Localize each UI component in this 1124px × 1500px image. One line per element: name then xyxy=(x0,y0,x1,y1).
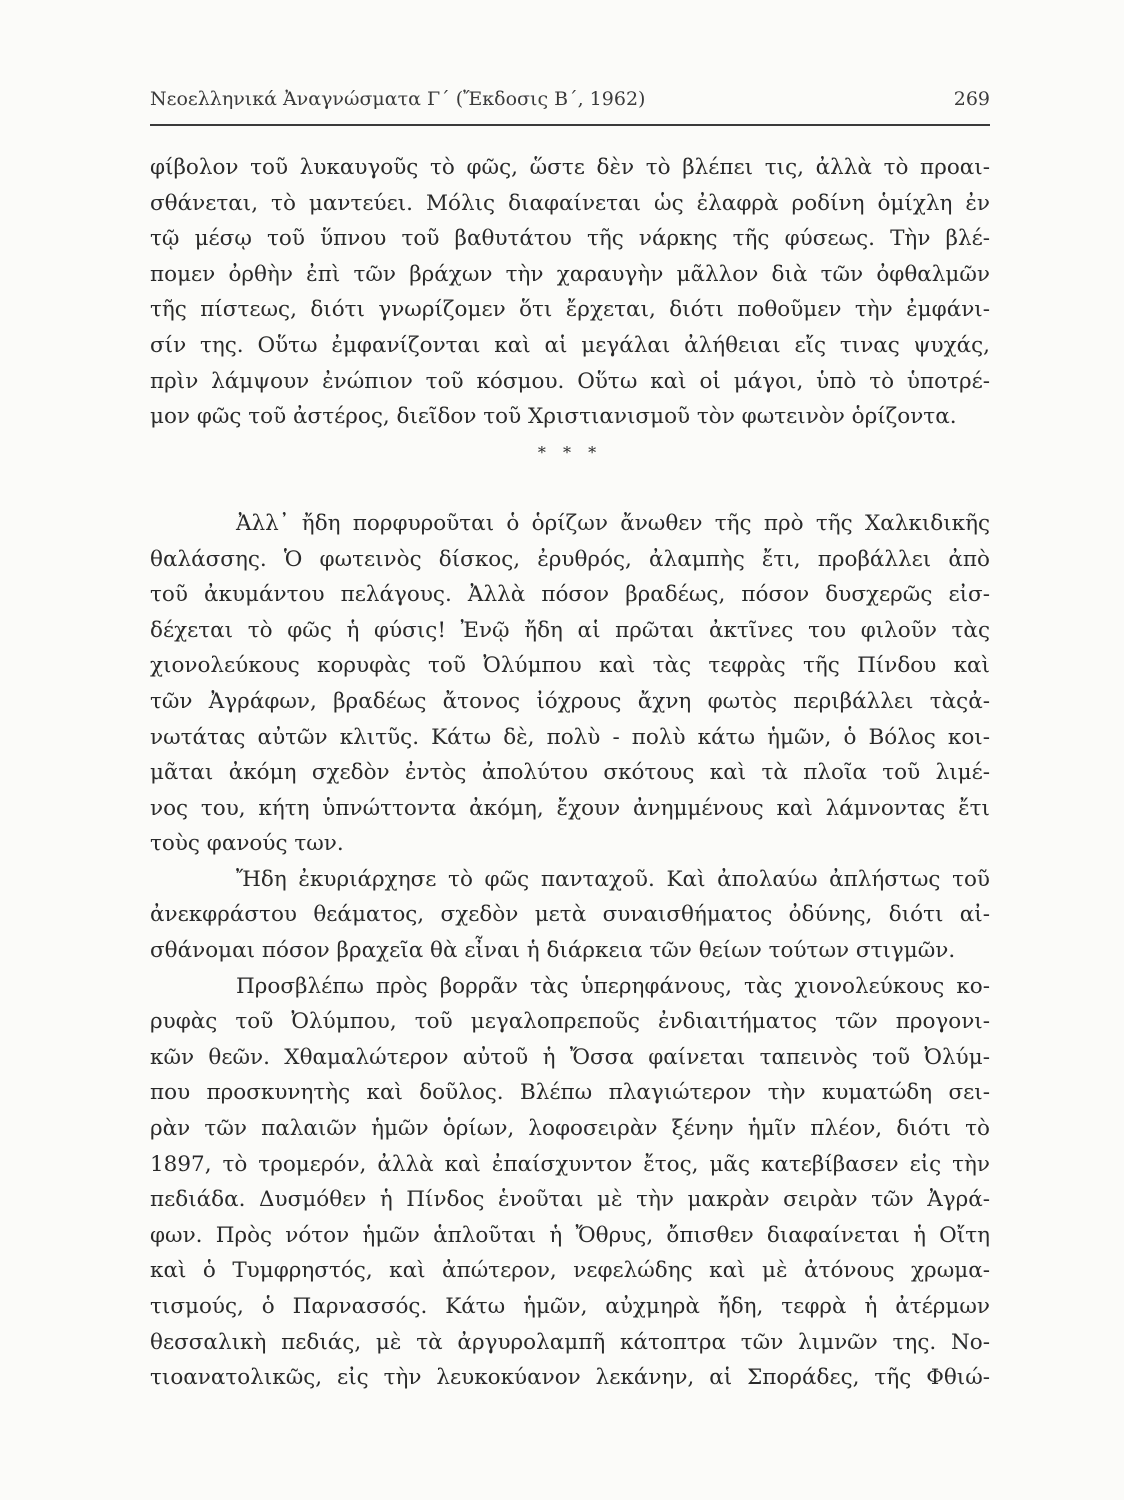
text-line: νος του, κήτη ὑπνώττοντα ἀκόμη, ἔχουν ἀνημμένους καὶ λάμνοντας ἔτι xyxy=(150,795,990,821)
text-line: πεδιάδα. Δυσμόθεν ἡ Πίνδος ἑνοῦται μὲ τὴν μακρὰν σειρὰν τῶν Ἀγρά- xyxy=(150,1187,990,1213)
text-line: σθάνεται, τὸ μαντεύει. Μόλις διαφαίνεται ὡς ἐλαφρὰ ροδίνη ὁμίχλη ἐν xyxy=(150,190,990,216)
text-line: πρὶν λάμψουν ἐνώπιον τοῦ κόσμου. Οὕτω καὶ οἱ μάγοι, ὑπὸ τὸ ὑποτρέ- xyxy=(150,368,990,394)
text-line: φων. Πρὸς νότον ἡμῶν ἁπλοῦται ἡ Ὄθρυς, ὄπισθεν διαφαίνεται ἡ Οἴτη xyxy=(150,1222,990,1248)
text-line: τῷ μέσῳ τοῦ ὕπνου τοῦ βαθυτάτου τῆς νάρκης τῆς φύσεως. Τὴν βλέ- xyxy=(150,226,990,252)
text-line: 1897, τὸ τρομερόν, ἀλλὰ καὶ ἐπαίσχυντον ἔτος, μᾶς κατεβίβασεν εἰς τὴν xyxy=(150,1151,990,1177)
text-line: μον φῶς τοῦ ἀστέρος, διεῖδον τοῦ Χριστιανισμοῦ τὸν φωτεινὸν ὁρίζοντα. xyxy=(150,404,957,430)
text-line: μᾶται ἀκόμη σχεδὸν ἐντὸς ἀπολύτου σκότους καὶ τὰ πλοῖα τοῦ λιμέ- xyxy=(150,760,990,786)
paragraph xyxy=(150,506,990,862)
text-line: Ἀλλ᾽ ἤδη πορφυροῦται ὁ ὁρίζων ἄνωθεν τῆς πρὸ τῆς Χαλκιδικῆς xyxy=(236,510,990,536)
text-line: θεσσαλικὴ πεδιάς, μὲ τὰ ἀργυρολαμπῆ κάτοπτρα τῶν λιμνῶν της. Νο- xyxy=(150,1329,990,1355)
text-line: τῆς πίστεως, διότι γνωρίζομεν ὅτι ἔρχεται, διότι ποθοῦμεν τὴν ἐμφάνι- xyxy=(150,297,990,323)
text-line: χιονολεύκους κορυφὰς τοῦ Ὀλύμπου καὶ τὰς τεφρὰς τῆς Πίνδου καὶ xyxy=(150,653,990,679)
page-header xyxy=(150,88,990,110)
text-line: φίβολον τοῦ λυκαυγοῦς τὸ φῶς, ὥστε δὲν τὸ βλέπει τις, ἀλλὰ τὸ προαι- xyxy=(150,155,990,180)
text-line: πομεν ὀρθὴν ἐπὶ τῶν βράχων τὴν χαραυγὴν μᾶλλον διὰ τῶν ὀφθαλμῶν xyxy=(150,261,990,287)
paragraph xyxy=(150,969,990,1396)
page-body xyxy=(150,150,990,1396)
text-line: ἀνεκφράστου θεάματος, σχεδὸν μετὰ συναισθήματος ὀδύνης, διότι αἰ- xyxy=(150,902,990,928)
text-line: κῶν θεῶν. Χθαμαλώτερον αὐτοῦ ἡ Ὄσσα φαίνεται ταπεινὸς τοῦ Ὀλύμ- xyxy=(150,1044,990,1070)
running-title: Νεοελληνικά Ἀναγνώσματα Γ΄ (Ἔκδοσις Β΄, 1962) xyxy=(150,88,646,110)
text-line: Προσβλέπω πρὸς βορρᾶν τὰς ὑπερηφάνους, τὰς χιονολεύκους κο- xyxy=(236,973,990,999)
text-line: τιοανατολικῶς, εἰς τὴν λευκοκύανον λεκάνην, αἱ Σποράδες, τῆς Φθιώ- xyxy=(150,1365,990,1391)
paragraph xyxy=(150,862,990,969)
text-line: τοὺς φανούς των. xyxy=(150,831,344,857)
text-line: που προσκυνητὴς καὶ δοῦλος. Βλέπω πλαγιώτερον τὴν κυματώδη σει- xyxy=(150,1080,990,1106)
text-line: σθάνομαι πόσον βραχεῖα θὰ εἶναι ἡ διάρκεια τῶν θείων τούτων στιγμῶν. xyxy=(150,938,956,964)
text-line: δέχεται τὸ φῶς ἡ φύσις! Ἐνῷ ἤδη αἱ πρῶται ἀκτῖνες του φιλοῦν τὰς xyxy=(150,617,990,643)
header-rule xyxy=(150,124,990,126)
section-separator: * * * xyxy=(537,442,603,462)
text-line: ρυφὰς τοῦ Ὀλύμπου, τοῦ μεγαλοπρεποῦς ἐνδιαιτήματος τῶν προγονι- xyxy=(150,1009,990,1035)
page-number: 269 xyxy=(953,88,990,110)
text-line: Ἤδη ἐκυριάρχησε τὸ φῶς πανταχοῦ. Καὶ ἀπολαύω ἀπλήστως τοῦ xyxy=(236,866,990,892)
text-line: τισμούς, ὁ Παρνασσός. Κάτω ἡμῶν, αὐχμηρὰ ἤδη, τεφρὰ ἡ ἀτέρμων xyxy=(150,1294,990,1319)
text-line: σίν της. Οὕτω ἐμφανίζονται καὶ αἱ μεγάλαι ἀλήθειαι εἴς τινας ψυχάς, xyxy=(150,332,990,358)
text-line: νωτάτας αὐτῶν κλιτῦς. Κάτω δὲ, πολὺ - πολὺ κάτω ἡμῶν, ὁ Βόλος κοι- xyxy=(150,724,990,750)
paragraph xyxy=(150,150,990,435)
text-line: καὶ ὁ Τυμφρηστός, καὶ ἀπώτερον, νεφελώδης καὶ μὲ ἀτόνους χρωμα- xyxy=(150,1258,990,1284)
text-line: θαλάσσης. Ὁ φωτεινὸς δίσκος, ἐρυθρός, ἀλαμπὴς ἔτι, προβάλλει ἀπὸ xyxy=(150,546,990,572)
text-line: ρὰν τῶν παλαιῶν ἡμῶν ὁρίων, λοφοσειρὰν ξένην ἡμῖν πλέον, διότι τὸ xyxy=(150,1116,990,1142)
text-line: τῶν Ἀγράφων, βραδέως ἄτονος ἰόχρους ἄχνη φωτὸς περιβάλλει τὰςἀ- xyxy=(150,688,990,714)
text-line: τοῦ ἀκυμάντου πελάγους. Ἀλλὰ πόσον βραδέως, πόσον δυσχερῶς εἰσ- xyxy=(150,582,990,608)
